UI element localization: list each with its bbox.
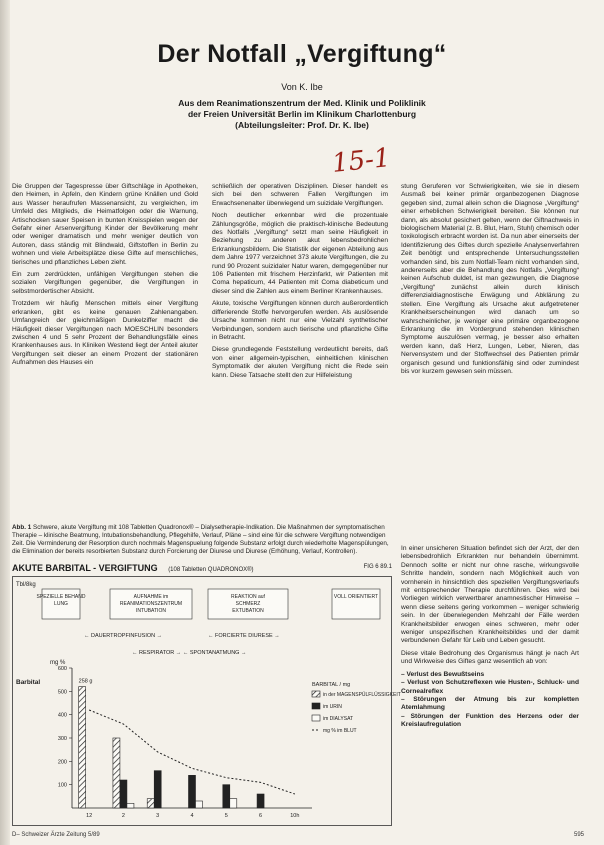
paragraph: Noch deutlicher erkennbar wird die prozentuale Zählungsgröße, möglich die praktisch-klinische Bedeutung des Notfalls „Vergiftung“ setzt man seine Häufigkeit in Beziehung zu anderen akut lebensbedrohlichen Erkrankungsbildern. Die Statistik der eigenen Abteilung aus dem Jahre 1977 verzeichnet 373 akute Vergiftungen, die zu rund 90 Prozent suizidaler Natur waren, demgegenüber nur 106 Patienten mit frischem Herzinfarkt, wir Patienten mit Coma hepaticum, 44 Patienten mit Coma diabeticum und dieser sind die Zahlen aus einem Berliner Krankenhauses. <box>212 212 388 295</box>
legend-swatch <box>312 691 320 697</box>
data-bar <box>230 799 237 808</box>
paragraph: Akute, toxische Vergiftungen können durch außerordentlich differierende Stoffe hervorgerufen werden. Als auslösende Ursache kommen nicht nur eine Vielzahl synthetischer Verbindungen, sondern auch tierische und pflanzliche Gifte in Betracht. <box>212 300 388 341</box>
phase-label: SPEZIELLE BEHAND <box>36 594 86 600</box>
data-bar <box>223 785 230 808</box>
data-bar <box>113 738 120 808</box>
paragraph: Diese vitale Bedrohung des Organismus hängt je nach Art und Wirkweise des Giftes ganz wesentlich ab von: <box>401 649 579 666</box>
text-column-3 <box>401 183 579 380</box>
dose-label: Tbl/8kg <box>16 582 36 588</box>
y-tick-label: 400 <box>57 712 67 719</box>
legend-title: BARBITAL / mg <box>312 682 351 688</box>
phase-label: AUFNAHME im <box>133 594 169 600</box>
symptom-list <box>401 671 579 730</box>
y-tick-label: 500 <box>57 689 67 696</box>
affiliation-line: (Abteilungsleiter: Prof. Dr. K. Ibe) <box>235 120 369 130</box>
data-bar <box>147 799 154 808</box>
handwritten-note: 15-1 <box>330 143 392 179</box>
x-tick-label: 10h <box>290 813 300 819</box>
list-item: – Störungen der Funktion des Herzens oder der Kreislaufregulation <box>401 712 579 729</box>
scan-edge <box>0 0 10 845</box>
x-tick-label: 4 <box>190 813 194 819</box>
legend-entry: in der MAGENSPÜLFLÜSSIGKEIT <box>323 692 401 698</box>
caption-label: Abb. 1 <box>12 524 32 531</box>
chart-title: AKUTE BARBITAL - VERGIFTUNG <box>12 563 158 573</box>
data-bar <box>79 687 86 808</box>
text-column-1 <box>12 183 198 372</box>
list-item: – Störungen der Atmung bis zur kompletten Atemlahmung <box>401 695 579 712</box>
x-tick-label: 2 <box>121 813 125 819</box>
peak-label: 258 g <box>78 678 93 685</box>
phase-label: SCHMERZ <box>235 601 261 607</box>
article-title: Der Notfall „Vergiftung“ <box>157 40 447 68</box>
phase-label: EXTUBATION <box>232 608 264 614</box>
chart-subtitle: (108 Tabletten QUADRONOX®) <box>168 567 254 573</box>
figure-caption <box>12 524 390 556</box>
y-tick-label: 100 <box>57 782 67 789</box>
data-bar <box>127 803 134 808</box>
list-item: – Verlust des Bewußtseins <box>401 670 485 678</box>
paragraph: In einer unsicheren Situation befindet sich der Arzt, der den lebensbedrohlich Erkrankten nur behandeln übernimmt. Dennoch sollte er nicht nur ohne rasche, wirkungsvolle Schritte handeln, sondern nach Möglichkeit auch von vornherein in hinsichtlich des speziellen Vergiftungsverlaufs mit entsprechender Therapie durchführen. Dies wird bei Vorliegen wirklich verwertbarer anamnestischer Hinweise – wenn diese seitens gering vorkommen – weniger schwierig sein. In der überwiegenden Mehrzahl der Fälle werden Krankheitsbilder erwogen eines schweren, mehr oder weniger unspezifischen Krankheitsbildes und der damit verbundenen Gefahr für Leib und Leben gesucht. <box>401 545 579 645</box>
legend-swatch <box>312 703 320 709</box>
phase-label: LUNG <box>54 601 68 607</box>
footer-journal: D– Schweizer Ärzte Zeitung 5/89 <box>12 832 100 838</box>
legend-entry: im DIALYSAT <box>323 716 354 722</box>
therapy-row: ← DAUERTROPFINFUSION → <box>84 633 163 639</box>
figure-label: FIG 6 89.1 <box>363 564 392 570</box>
data-bar <box>189 775 196 808</box>
phase-label: REAKTION auf <box>231 594 265 600</box>
data-bar <box>196 801 203 808</box>
data-bar <box>257 794 264 808</box>
x-tick-label: 12 <box>86 813 93 819</box>
phase-label: INTUBATION <box>136 608 166 614</box>
affiliation-line: der Freien Universität Berlin im Klinikum Charlottenburg <box>187 109 417 119</box>
paragraph: schließlich der operativen Disziplinen. Dieser handelt es sich bei den schweren Fallen Vergiftungen im Erwachsenenalter überwiegend um suizidale Vergiftungen. <box>212 183 388 207</box>
x-tick-label: 5 <box>224 813 228 819</box>
legend-swatch <box>312 715 320 721</box>
paragraph: Trotzdem wir häufig Menschen mittels einer Vergiftung erkranken, gibt es keine genauen Zahlenangaben. Umfangreich der gleichmäßigen Dunkelziffer macht die Häufigkeit dieser Vergiftungen nach MOESCHLIN besonders zwischen 4 und 5 sehr Prozent der Behandlungsfälle eines Krankenhauses aus. In Kliniken Westend liegt der Anteil akuter Vergiftungen seit dieser an einem Prozent der stationären Aufnahmen des Hauses ein <box>12 300 198 367</box>
x-tick-label: 3 <box>156 813 160 819</box>
page-number: 595 <box>573 832 584 838</box>
x-tick-label: 6 <box>259 813 263 819</box>
y-axis-label: mg % <box>50 660 66 666</box>
y-tick-label: 300 <box>57 736 67 742</box>
paragraph: Ein zum zerdrückten, unfähigen Vergiftungen stehen die sozialen Vergiftungen gegenüber, die Vergiftungen in selbstmordertischer Absicht. <box>12 271 198 295</box>
text-column-2 <box>212 183 388 384</box>
barbital-chart <box>12 576 401 826</box>
paragraph: Diese grundlegende Feststellung verdeutlicht bereits, daß von einer allgemein-typischen, einheitlichen klinischen Symptomatik der akuten Vergiftung nicht die Rede sein kann. Diese Tatsache stellt den zur Hilfeleistung <box>212 346 388 379</box>
therapy-row: ← FORCIERTE DIURESE → <box>208 633 280 639</box>
phase-label: REANIMATIONSZENTRUM <box>119 601 183 607</box>
chart-header <box>12 563 392 575</box>
phase-label: VOLL ORIENTIERT <box>333 594 379 600</box>
y-tick-label: 200 <box>57 759 67 766</box>
data-bar <box>154 771 161 808</box>
affiliation-line: Aus dem Reanimationszentrum der Med. Klinik und Poliklinik <box>178 98 426 108</box>
paragraph: stung Geruferen vor Schwierigkeiten, wie sie in diesem Ausmaß bei keiner primär organbezogenen Diagnose gegeben sind, zumal allein schon die Diagnose „Vergiftung“ einer erheblichen Schwierigkeit bereiten. Sie können nur dann, als absolut gesichert gelten, wenn der Giftnachweis in biologischem Material (z. B. Blut, Harn, Stuhl) chemisch oder toxikologisch erbracht worden ist. Da nun aber einerseits der Identifizierung des Giftes durch spezielle Analysenverfahren Zeit benötigt und entsprechende Untersuchungsstellen vorhanden sind, bis zum Notfall-Team nicht vorhanden sind, andererseits aber die Behandlung des Notfalls „Vergiftung“ keinen Aufschub duldet, ist man gezwungen, die Diagnose „Vergiftung“ zunächst allein durch klinisch differenzialdiagnostische Erwägung und Abklärung zu stellen. Eine Vergiftung als Ursache akut aufgetretener Krankheitserscheinungen wird danach um so wahrscheinlicher, je weniger eine primäre organbezogene Erkrankung die im Vordergrund stehenden klinischen Symptome auszulösen vermag, je besser also erhalten werden kann, daß Herz, Lungen, Leber, Nieren, das Nervensystem und der Stoffwechsel des Patienten primär organisch gesund und funktionsfähig sind oder zumindest bis vor kurzem gewesen sein müssen. <box>401 183 579 375</box>
y-tick-label: 600 <box>57 666 67 672</box>
text-column-3-continued <box>401 545 579 730</box>
left-axis-label: Barbital <box>16 679 41 686</box>
legend-entry: mg % im BLUT <box>323 728 357 734</box>
data-bar <box>120 780 127 808</box>
legend-entry: im URIN <box>323 704 342 710</box>
therapy-row: ← RESPIRATOR → ← SPONTANATMUNG → <box>132 650 247 656</box>
article-author: Von K. Ibe <box>281 82 323 92</box>
list-item: – Verlust von Schutzreflexen wie Husten-, Schluck- und Cornealreflex <box>401 679 579 695</box>
affiliation <box>60 98 544 131</box>
paragraph: Die Gruppen der Tagespresse über Giftschläge in Apotheken, den Heimen, in Apfeln, den Kindern grüne Knällen und Gold aus Wasser heraufrufen Massenansicht, zu vergleichen, im Umfeld des Mitglieds, die Heimatfolgen oder die Warnung, Artischocken sauer Speisen in bunten Kreisspielen wegen der Gefahr einer Arsenvergiftung Kinder der Bevölkerung mehr oder weniger dramatisch und mehr weniger deutlich von Autoren, dass ständig mit Blindwald, Giftstoffen in Berlin zu wohnen und viele Arbeitsplätze diese Gifte auf menschliches, tierisches und pflanzliches Leben zieht. <box>12 183 198 266</box>
caption-text: Schwere, akute Vergiftung mit 108 Tabletten Quadronox® – Dialysetherapie-Indikation. Die Maßnahmen der symptomatischen Therapie – klinische Beatmung, Intubationsbehandlung, Pflegehilfe, Verlauf, Pläne – sind eine für die schwere Vergiftung notwendigen Zeit. Die Verminderung der Resorption durch nochmals Magenspuelung folgende Substanz erfolgt durch wiederholte Magenspülungen, die Elimination der bereits resorbierten Substanz durch Forcierung der Diurese und Diurese (Erhöhung, Verlauf, Kontrollen). <box>12 524 389 555</box>
